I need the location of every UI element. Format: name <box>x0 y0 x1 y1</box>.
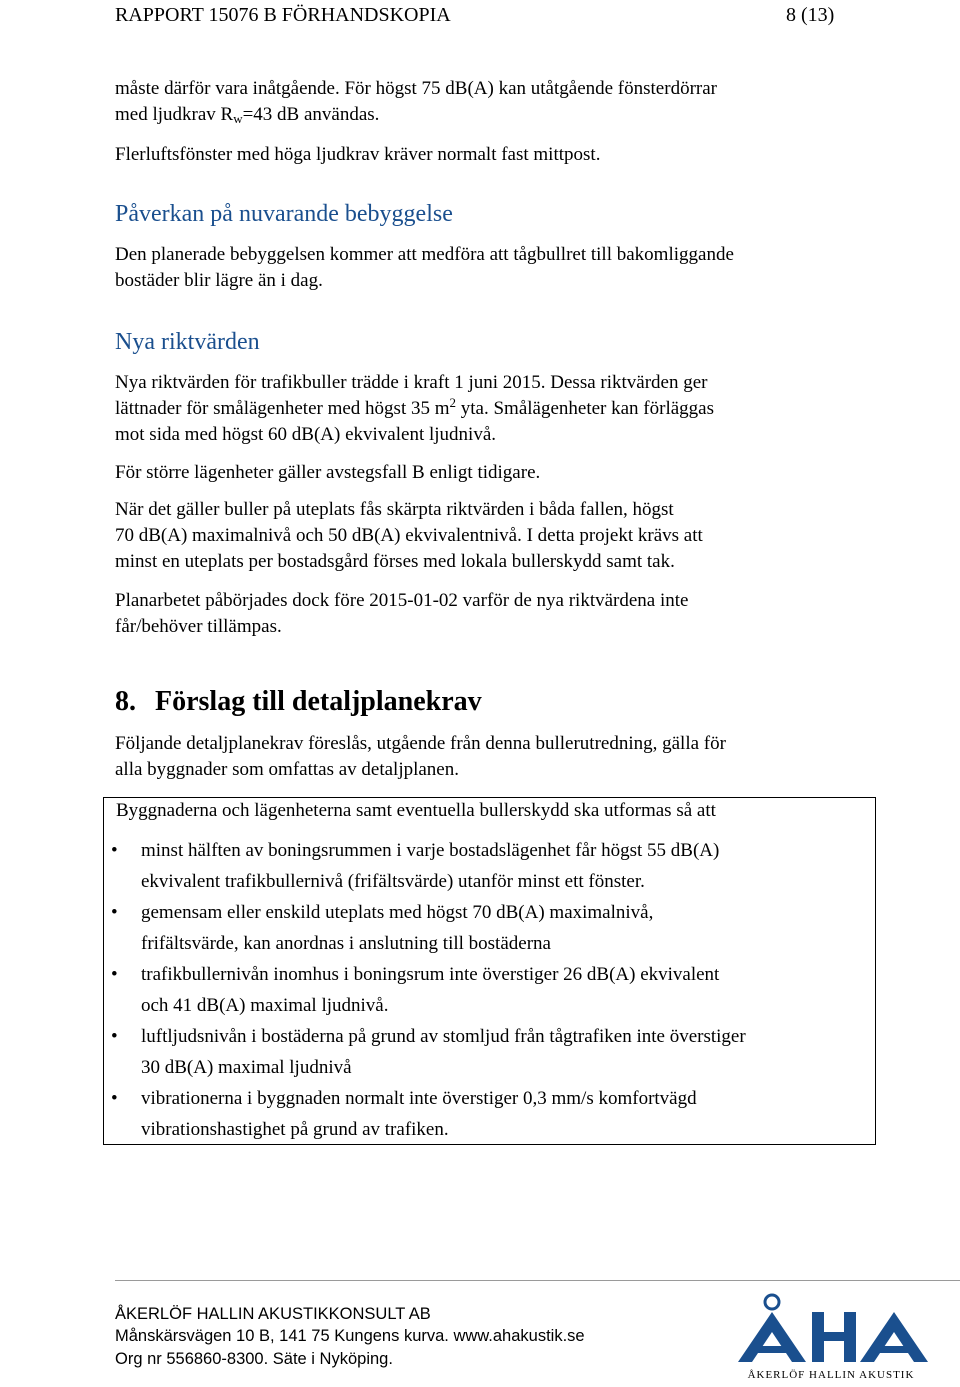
bullet-icon: • <box>111 840 118 861</box>
bullet-icon: • <box>111 1088 118 1109</box>
new-p3-line-2: 70 dB(A) maximalnivå och 50 dB(A) ekvivalentnivå. I detta projekt krävs att <box>115 525 703 546</box>
footer-address: Månskärsvägen 10 B, 141 75 Kungens kurva. www.ahakustik.se <box>115 1327 585 1345</box>
new-p2: För större lägenheter gäller avstegsfall B enligt tidigare. <box>115 462 541 483</box>
bullet-icon: • <box>111 1026 118 1047</box>
new-p1-line-1: Nya riktvärden för trafikbuller trädde i kraft 1 juni 2015. Dessa riktvärden ger <box>115 372 708 393</box>
chapter-intro-line-2: alla byggnader som omfattas av detaljplanen. <box>115 759 459 780</box>
chapter-title: Förslag till detaljplanekrav <box>155 686 482 717</box>
chapter-heading <box>115 686 482 718</box>
intro-line-2: med ljudkrav Rw=43 dB användas. <box>115 104 380 126</box>
footer-divider <box>115 1280 960 1281</box>
heading-new-guidelines: Nya riktvärden <box>115 329 260 355</box>
heading-impact: Påverkan på nuvarande bebyggelse <box>115 201 453 227</box>
intro-line-3: Flerluftsfönster med höga ljudkrav kräver normalt fast mittpost. <box>115 144 601 165</box>
new-p3-line-1: När det gäller buller på uteplats fås skärpta riktvärden i båda fallen, högst <box>115 499 674 520</box>
chapter-intro-line-1: Följande detaljplanekrav föreslås, utgående från denna bullerutredning, gälla för <box>115 733 726 754</box>
new-p4-line-1: Planarbetet påbörjades dock före 2015-01-02 varför de nya riktvärdena inte <box>115 590 689 611</box>
new-p3-line-3: minst en uteplats per bostadsgård förses med lokala bullerskydd samt tak. <box>115 551 675 572</box>
footer-org: Org nr 556860-8300. Säte i Nyköping. <box>115 1350 393 1368</box>
page-number: 8 (13) <box>786 4 835 26</box>
logo-caption: ÅKERLÖF HALLIN AKUSTIK <box>747 1369 915 1381</box>
new-p1-line-3: mot sida med högst 60 dB(A) ekvivalent ljudnivå. <box>115 424 497 445</box>
company-logo <box>726 1290 936 1382</box>
new-p4-line-2: får/behöver tillämpas. <box>115 616 282 637</box>
chapter-number: 8. <box>115 686 136 717</box>
intro-line-1: måste därför vara inåtgående. För högst 75 dB(A) kan utåtgående fönsterdörrar <box>115 78 717 99</box>
new-p1-line-2: lättnader för smålägenheter med högst 35 $m^2$ yta. Smålägenheter kan förläggas <box>115 395 714 419</box>
aha-logo-icon <box>726 1290 936 1382</box>
requirements-intro: Byggnaderna och lägenheterna samt eventuella bullerskydd ska utformas så att <box>116 800 716 821</box>
requirements-box: Byggnaderna och lägenheterna samt eventuella bullerskydd ska utformas så att • minst hälften av boningsrummen i varje bostadslägenhet får högst 55 dB(A) ekvivalent trafikbullernivå (frifältsvärde) utanför minst ett fönster. • gemensam eller enskild uteplats med högst 70 dB(A) maximalnivå, frifältsvärde, kan anordnas i anslutning till bostäderna • trafikbullernivån inomhus i boningsrum inte överstiger 26 dB(A) ekvivalent och 41 dB(A) maximal ljudnivå. • luftljudsnivån i bostäderna på grund av stomljud från tågtrafiken inte överstiger 30 dB(A) maximal ljudnivå • vibrationerna i byggnaden normalt inte överstiger 0,3 mm/s komfortvägd vibrationshastighet på grund av trafiken. <box>103 797 876 1145</box>
bullet-icon: • <box>111 964 118 985</box>
impact-line-1: Den planerade bebyggelsen kommer att medföra att tågbullret till bakomliggande <box>115 244 734 265</box>
impact-line-2: bostäder blir lägre än i dag. <box>115 270 323 291</box>
bullet-icon: • <box>111 902 118 923</box>
report-title: RAPPORT 15076 B FÖRHANDSKOPIA <box>115 4 451 26</box>
footer-company: ÅKERLÖF HALLIN AKUSTIKKONSULT AB <box>115 1305 431 1323</box>
